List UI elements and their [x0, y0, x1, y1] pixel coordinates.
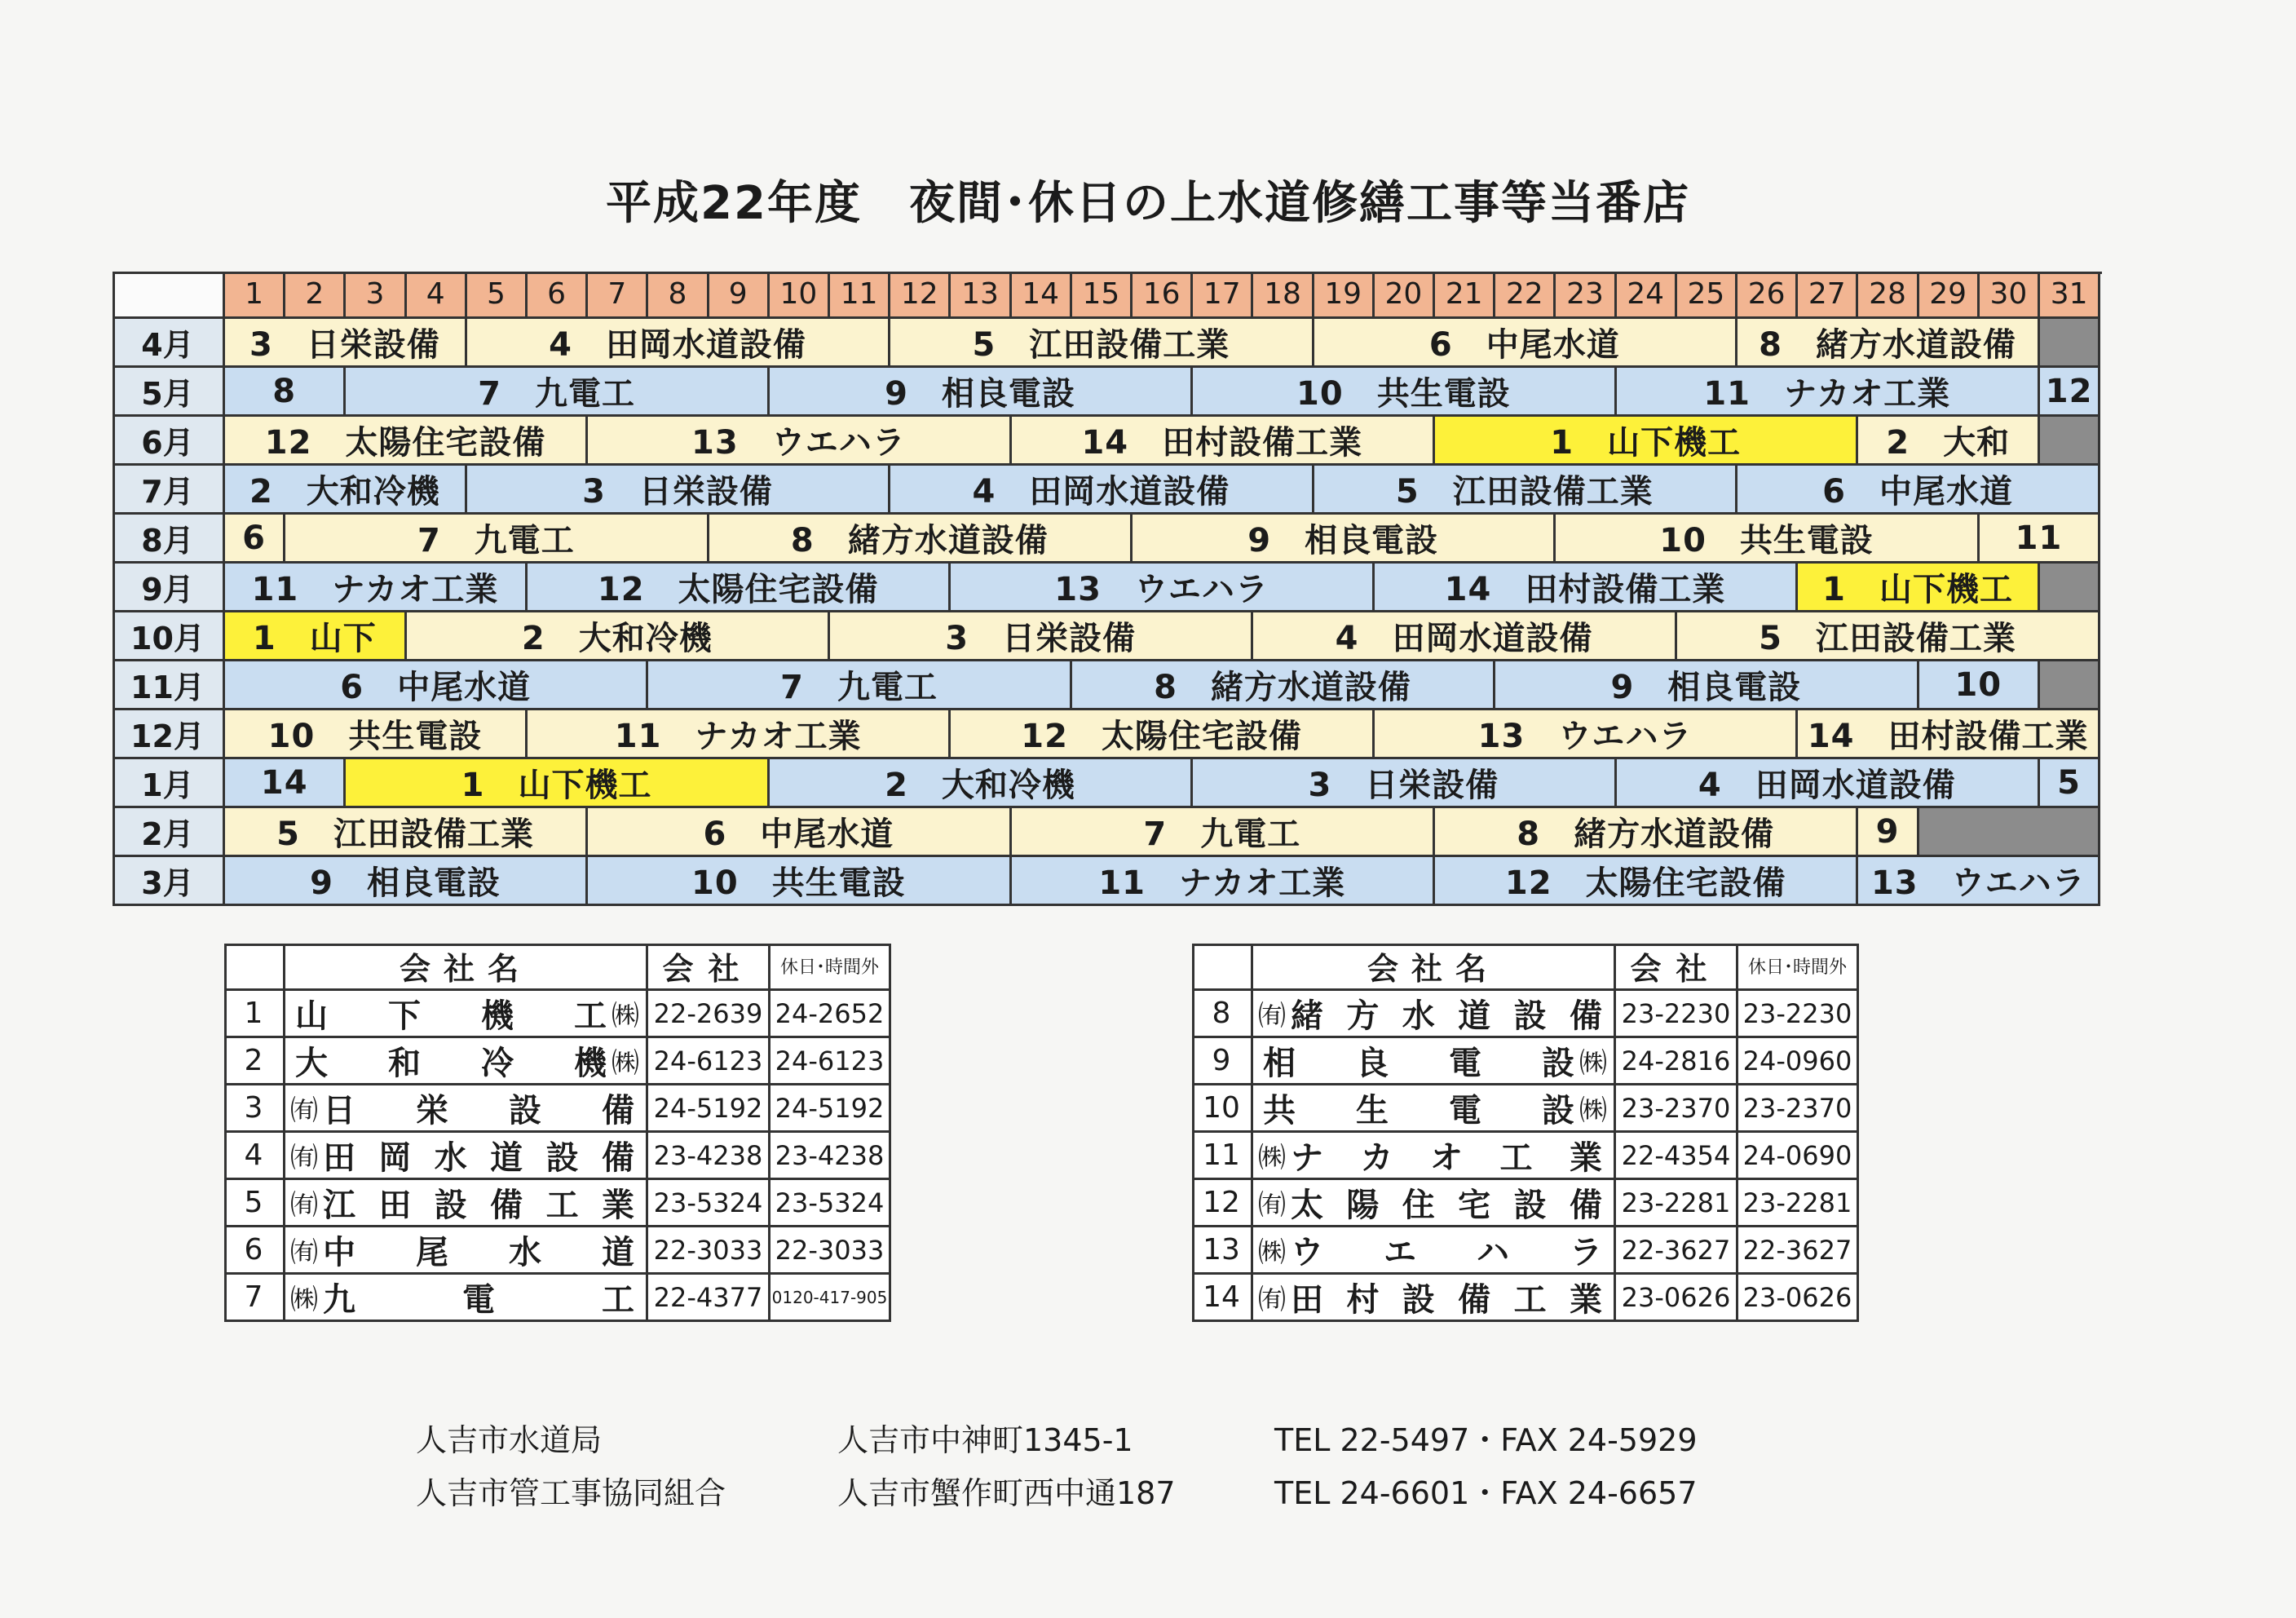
day-header: 21: [1435, 272, 1495, 319]
footer-contact-1: TEL 22-5497・FAX 24-5929: [1274, 1422, 1698, 1458]
day-header: 14: [1012, 272, 1072, 319]
no-date-cell: [2040, 417, 2100, 466]
duty-shift: 10 共生電設: [225, 710, 528, 759]
header-company-name: 会社名: [285, 944, 648, 991]
day-header: 11: [830, 272, 890, 319]
duty-shift: 6 中尾水道: [225, 661, 648, 710]
holiday-tel: 24-5192: [770, 1085, 891, 1133]
duty-shift: 12: [2040, 368, 2100, 417]
row-number: 6: [224, 1227, 285, 1275]
header-holiday-tel: 休日･時間外: [1738, 944, 1859, 991]
day-header: 2: [285, 272, 346, 319]
company-name: 田 村 設 備 工 業: [1291, 1281, 1602, 1319]
holiday-tel: 24-0960: [1738, 1038, 1859, 1085]
day-header: 17: [1193, 272, 1253, 319]
holiday-tel: 22-3627: [1738, 1227, 1859, 1275]
footer-contact-2: TEL 24-6601・FAX 24-6657: [1274, 1475, 1698, 1511]
month-label: 1月: [113, 759, 225, 808]
duty-shift: 7 九電工: [648, 661, 1071, 710]
company-type-suffix: ㈱: [1579, 1094, 1607, 1127]
day-header: 18: [1253, 272, 1314, 319]
row-number: 10: [1192, 1085, 1253, 1133]
day-header: 15: [1072, 272, 1133, 319]
company-type-suffix: ㈱: [1579, 1047, 1607, 1080]
duty-shift: 10 共生電設: [1193, 368, 1616, 417]
duty-shift: 8 緒方水道設備: [709, 515, 1133, 564]
duty-shift: 10 共生電設: [1556, 515, 1979, 564]
duty-shift: 9 相良電設: [225, 857, 588, 906]
duty-shift: 6: [225, 515, 285, 564]
row-number: 8: [1192, 991, 1253, 1038]
month-label: 6月: [113, 417, 225, 466]
company-type-suffix: ㈱: [612, 1047, 639, 1080]
duty-shift: 4 田岡水道設備: [890, 466, 1314, 515]
company-name: 大 和 冷 機: [295, 1045, 607, 1082]
row-number: 13: [1192, 1227, 1253, 1275]
duty-shift: 12 太陽住宅設備: [528, 564, 951, 612]
duty-shift: 14: [225, 759, 346, 808]
company-name-cell: [285, 991, 648, 1038]
company-type-prefix: ㈲: [1258, 1000, 1286, 1032]
holiday-tel: 23-2281: [1738, 1180, 1859, 1227]
day-header: 25: [1677, 272, 1737, 319]
holiday-tel: 24-6123: [770, 1038, 891, 1085]
duty-shift: 8 緒方水道設備: [1435, 808, 1858, 857]
company-type-prefix: ㈲: [1258, 1284, 1286, 1316]
company-tel: 22-3627: [1616, 1227, 1738, 1275]
company-tel: 23-5324: [648, 1180, 770, 1227]
no-date-cell: [2040, 564, 2100, 612]
duty-shift: 13 ウエハラ: [951, 564, 1374, 612]
day-header: 6: [528, 272, 588, 319]
duty-shift: 9 相良電設: [1495, 661, 1918, 710]
company-name-cell: [285, 1085, 648, 1133]
duty-shift: 7 九電工: [1012, 808, 1435, 857]
company-name: 田 岡 水 道 設 備: [323, 1139, 634, 1177]
company-type-prefix: ㈱: [1258, 1142, 1286, 1174]
duty-shift: 4 田岡水道設備: [1617, 759, 2040, 808]
company-type-suffix: ㈱: [612, 1000, 639, 1032]
day-header: 27: [1798, 272, 1858, 319]
holiday-tel: 0120-417-905: [770, 1275, 891, 1322]
holiday-tel: 23-2230: [1738, 991, 1859, 1038]
day-header: 5: [467, 272, 528, 319]
company-tel: 24-5192: [648, 1085, 770, 1133]
duty-shift: 2 大和冷機: [225, 466, 467, 515]
duty-shift: 9 相良電設: [1133, 515, 1556, 564]
duty-shift: 13 ウエハラ: [588, 417, 1011, 466]
duty-shift: 7 九電工: [346, 368, 769, 417]
duty-shift: 3 日栄設備: [1193, 759, 1616, 808]
duty-shift: 13 ウエハラ: [1375, 710, 1798, 759]
duty-shift: 11: [1980, 515, 2100, 564]
company-tel: 24-6123: [648, 1038, 770, 1085]
duty-shift: 11 ナカオ工業: [528, 710, 951, 759]
company-tel: 23-2230: [1616, 991, 1738, 1038]
company-name-cell: [1253, 1275, 1616, 1322]
duty-shift: 1 山下: [225, 612, 407, 661]
duty-shift: 3 日栄設備: [225, 319, 467, 368]
duty-shift: 8: [225, 368, 346, 417]
no-date-cell: [2040, 661, 2100, 710]
footer-org-2: 人吉市管工事協同組合: [416, 1475, 726, 1511]
day-header: 16: [1133, 272, 1193, 319]
company-name: ナ カ オ 工 業: [1291, 1139, 1602, 1177]
day-header: 26: [1737, 272, 1798, 319]
duty-shift: 2 大和冷機: [770, 759, 1193, 808]
holiday-tel: 23-2370: [1738, 1085, 1859, 1133]
duty-shift: 8 緒方水道設備: [1737, 319, 2040, 368]
header-number-blank: [224, 944, 285, 991]
holiday-tel: 23-4238: [770, 1133, 891, 1180]
month-label: 10月: [113, 612, 225, 661]
page-title: 平成22年度 夜間･休日の上水道修繕工事等当番店: [606, 177, 1690, 230]
header-company-tel: 会社: [648, 944, 770, 991]
company-tel: 22-3033: [648, 1227, 770, 1275]
company-name-cell: [285, 1275, 648, 1322]
duty-shift: 11 ナカオ工業: [1617, 368, 2040, 417]
footer-address-2: 人吉市蟹作町西中通187: [837, 1475, 1176, 1511]
company-name-cell: [1253, 1038, 1616, 1085]
company-name-cell: [1253, 1180, 1616, 1227]
company-name-cell: [1253, 991, 1616, 1038]
duty-shift: 13 ウエハラ: [1858, 857, 2100, 906]
header-corner: [113, 272, 225, 319]
day-header: 1: [225, 272, 285, 319]
day-header: 10: [770, 272, 830, 319]
holiday-tel: 23-0626: [1738, 1275, 1859, 1322]
row-number: 1: [224, 991, 285, 1038]
month-label: 12月: [113, 710, 225, 759]
row-number: 12: [1192, 1180, 1253, 1227]
company-name: 山 下 機 工: [295, 997, 607, 1035]
duty-shift: 11 ナカオ工業: [1012, 857, 1435, 906]
duty-shift: 5: [2040, 759, 2100, 808]
company-tel: 22-4377: [648, 1275, 770, 1322]
row-number: 5: [224, 1180, 285, 1227]
duty-shift: 10 共生電設: [588, 857, 1011, 906]
header-number-blank: [1192, 944, 1253, 991]
header-company-tel: 会社: [1616, 944, 1738, 991]
duty-shift: 14 田村設備工業: [1012, 417, 1435, 466]
duty-shift: 5 江田設備工業: [1677, 612, 2100, 661]
day-header: 24: [1617, 272, 1677, 319]
duty-schedule-table: [113, 272, 2102, 906]
company-name-cell: [285, 1227, 648, 1275]
no-date-cell: [1919, 808, 2101, 857]
duty-shift: 3 日栄設備: [467, 466, 890, 515]
duty-shift: 11 ナカオ工業: [225, 564, 528, 612]
duty-shift: 5 江田設備工業: [1314, 466, 1737, 515]
company-name-cell: [285, 1180, 648, 1227]
duty-shift: 6 中尾水道: [1314, 319, 1737, 368]
duty-shift: 12 太陽住宅設備: [951, 710, 1374, 759]
company-tel: 23-2281: [1616, 1180, 1738, 1227]
company-name-cell: [285, 1038, 648, 1085]
duty-shift: 1 山下機工: [1435, 417, 1858, 466]
month-label: 5月: [113, 368, 225, 417]
day-header: 29: [1919, 272, 1980, 319]
duty-shift: 5 江田設備工業: [225, 808, 588, 857]
row-number: 4: [224, 1133, 285, 1180]
header-company-name: 会社名: [1253, 944, 1616, 991]
month-label: 2月: [113, 808, 225, 857]
company-name: 日 栄 設 備: [323, 1092, 634, 1130]
duty-shift: 12 太陽住宅設備: [225, 417, 588, 466]
day-header: 9: [709, 272, 770, 319]
duty-shift: 14 田村設備工業: [1798, 710, 2100, 759]
row-number: 9: [1192, 1038, 1253, 1085]
duty-shift: 4 田岡水道設備: [1253, 612, 1676, 661]
duty-shift: 14 田村設備工業: [1375, 564, 1798, 612]
duty-shift: 6 中尾水道: [1737, 466, 2100, 515]
holiday-tel: 22-3033: [770, 1227, 891, 1275]
duty-shift: 4 田岡水道設備: [467, 319, 890, 368]
day-header: 31: [2040, 272, 2100, 319]
row-number: 7: [224, 1275, 285, 1322]
company-name: 緒 方 水 道 設 備: [1291, 997, 1602, 1035]
day-header: 7: [588, 272, 648, 319]
company-name: ウ エ ハ ラ: [1291, 1234, 1602, 1271]
duty-shift: 5 江田設備工業: [890, 319, 1314, 368]
company-name: 太 陽 住 宅 設 備: [1291, 1187, 1602, 1224]
row-number: 11: [1192, 1133, 1253, 1180]
company-name-cell: [1253, 1133, 1616, 1180]
company-tel: 23-2370: [1616, 1085, 1738, 1133]
company-type-prefix: ㈲: [1258, 1189, 1286, 1222]
duty-shift: 1 山下機工: [1798, 564, 2040, 612]
day-header: 12: [890, 272, 951, 319]
day-header: 22: [1495, 272, 1556, 319]
company-table-left: [224, 944, 891, 1322]
company-name-cell: [285, 1133, 648, 1180]
row-number: 14: [1192, 1275, 1253, 1322]
no-date-cell: [2040, 319, 2100, 368]
company-tel: 23-4238: [648, 1133, 770, 1180]
duty-shift: 3 日栄設備: [830, 612, 1253, 661]
row-number: 2: [224, 1038, 285, 1085]
month-label: 9月: [113, 564, 225, 612]
company-type-prefix: ㈲: [290, 1189, 318, 1222]
company-name: 中 尾 水 道: [323, 1234, 634, 1271]
duty-shift: 12 太陽住宅設備: [1435, 857, 1858, 906]
holiday-tel: 24-0690: [1738, 1133, 1859, 1180]
month-label: 8月: [113, 515, 225, 564]
day-header: 28: [1858, 272, 1918, 319]
duty-shift: 9: [1858, 808, 1918, 857]
duty-shift: 9 相良電設: [770, 368, 1193, 417]
company-tel: 23-0626: [1616, 1275, 1738, 1322]
company-name-cell: [1253, 1085, 1616, 1133]
company-type-prefix: ㈱: [1258, 1236, 1286, 1269]
day-header: 23: [1556, 272, 1616, 319]
duty-shift: 7 九電工: [285, 515, 709, 564]
duty-shift: 10: [1919, 661, 2040, 710]
duty-shift: 8 緒方水道設備: [1072, 661, 1495, 710]
company-type-prefix: ㈲: [290, 1094, 318, 1127]
footer-org-1: 人吉市水道局: [416, 1422, 603, 1458]
month-label: 11月: [113, 661, 225, 710]
company-table-right: [1192, 944, 1859, 1322]
company-name: 江 田 設 備 工 業: [323, 1187, 634, 1224]
header-holiday-tel: 休日･時間外: [770, 944, 891, 991]
company-name-cell: [1253, 1227, 1616, 1275]
company-type-prefix: ㈱: [290, 1284, 318, 1316]
holiday-tel: 24-2652: [770, 991, 891, 1038]
footer-address-1: 人吉市中神町1345-1: [837, 1422, 1133, 1458]
company-name: 相 良 電 設: [1263, 1045, 1574, 1082]
day-header: 19: [1314, 272, 1375, 319]
holiday-tel: 23-5324: [770, 1180, 891, 1227]
day-header: 20: [1375, 272, 1435, 319]
month-label: 3月: [113, 857, 225, 906]
month-label: 7月: [113, 466, 225, 515]
company-tel: 22-2639: [648, 991, 770, 1038]
company-type-prefix: ㈲: [290, 1142, 318, 1174]
day-header: 30: [1980, 272, 2040, 319]
row-number: 3: [224, 1085, 285, 1133]
duty-shift: 2 大和冷機: [407, 612, 830, 661]
company-name: 九 電 工: [323, 1281, 634, 1319]
day-header: 13: [951, 272, 1011, 319]
duty-shift: 1 山下機工: [346, 759, 769, 808]
company-tel: 24-2816: [1616, 1038, 1738, 1085]
day-header: 8: [648, 272, 709, 319]
company-name: 共 生 電 設: [1263, 1092, 1574, 1130]
company-type-prefix: ㈲: [290, 1236, 318, 1269]
duty-shift: 2 大和: [1858, 417, 2040, 466]
day-header: 3: [346, 272, 406, 319]
day-header: 4: [407, 272, 467, 319]
company-tel: 22-4354: [1616, 1133, 1738, 1180]
duty-shift: 6 中尾水道: [588, 808, 1011, 857]
month-label: 4月: [113, 319, 225, 368]
